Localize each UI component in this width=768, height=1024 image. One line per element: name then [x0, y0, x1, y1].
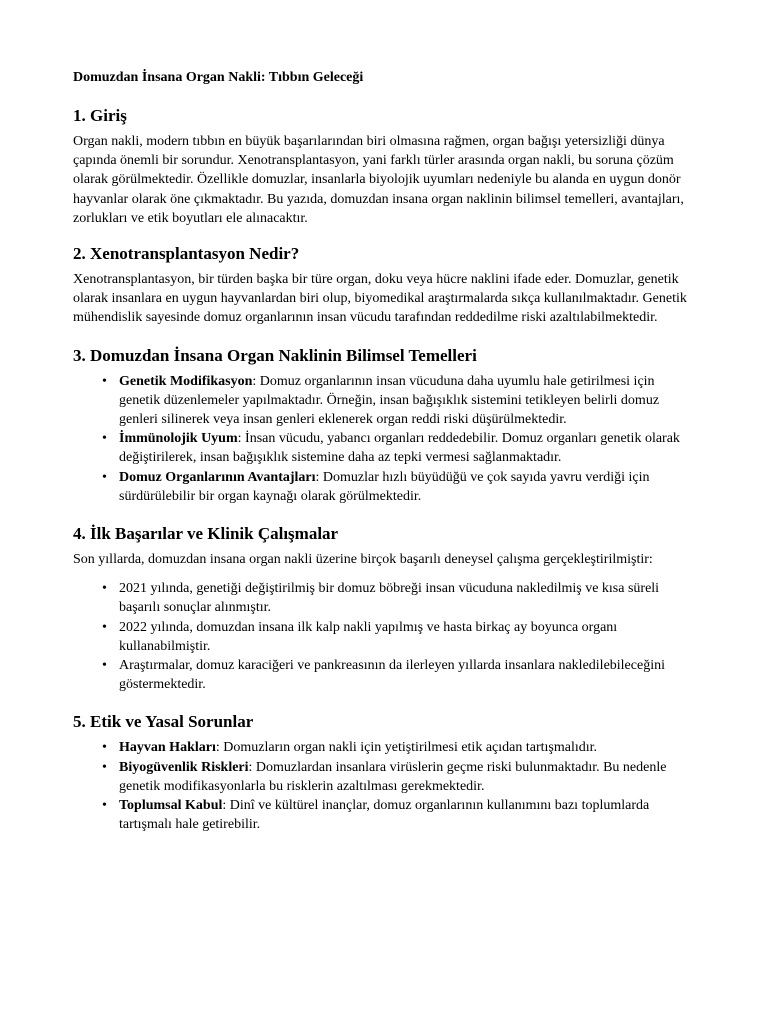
list-item-term: Genetik Modifikasyon: [119, 373, 253, 389]
section-heading-ethics: 5. Etik ve Yasal Sorunlar: [73, 712, 254, 732]
bullet-icon: •: [102, 431, 107, 447]
section-heading-clinical: 4. İlk Başarılar ve Klinik Çalışmalar: [73, 524, 339, 544]
document-title: Domuzdan İnsana Organ Nakli: Tıbbın Geleceği: [73, 70, 364, 85]
list-item-text: : Domuz organlarının insan vücuduna daha uyumlu hale getirilmesi için genetik düzenlemeler yapılmaktadır. Örneğin, insan bağışıklık sistemini tetikleyen belirli domuz genleri silinerek veya insan genleri eklenerek organ reddi riski düşürülmektedir.: [119, 373, 660, 428]
list-item: [102, 618, 698, 656]
list-item-text: Araştırmalar, domuz karaciğeri ve pankreasının da ilerleyen yıllarda insanlara nakledilebileceğini göstermektedir.: [119, 658, 665, 693]
list-item-text: : Domuzlar hızlı büyüdüğü ve çok sayıda yavru verdiği için sürdürülebilir bir organ kaynağı olarak görülmektedir.: [119, 469, 650, 504]
section-paragraph-xeno: Xenotransplantasyon, bir türden başka bir türe organ, doku veya hücre naklini ifade eder. Domuzlar, genetik olarak insanlara en uygun hayvanlardan biri olup, biyomedikal araştırmalarda sıkça kullanılmaktadır. Genetik mühendislik sayesinde domuz organlarının insan vücudu tarafından reddedilme riski azaltılabilmektedir.: [73, 272, 687, 326]
list-item-text: 2021 yılında, genetiği değiştirilmiş bir domuz böbreği insan vücuduna nakledilmiş ve kısa süreli başarılı sonuçlar alınmıştır.: [119, 581, 660, 616]
section-heading-intro: 1. Giriş: [73, 106, 127, 125]
list-item: [102, 796, 698, 834]
bullet-icon: •: [102, 619, 107, 635]
list-item-text: : Dinî ve kültürel inançlar, domuz organlarının kullanımını bazı toplumlarda tartışmalı hale getirebilir.: [119, 798, 650, 833]
list-item-term: Toplumsal Kabul: [119, 798, 223, 814]
bullet-icon: •: [102, 581, 107, 597]
list-item: [102, 468, 698, 506]
ethics-list: [73, 738, 698, 834]
list-item-text: : Domuzlardan insanlara virüslerin geçme riski bulunmaktadır. Bu nedenle genetik modifikasyonlarla bu risklerin azaltılması gerekmektedir.: [119, 759, 667, 794]
bullet-icon: •: [102, 759, 107, 775]
list-item-term: Domuz Organlarının Avantajları: [119, 469, 316, 485]
list-item-text: : İnsan vücudu, yabancı organları reddedebilir. Domuz organları genetik olarak değiştirilerek, insan bağışıklık sistemine daha az tepki vermesi sağlanmaktadır.: [119, 431, 680, 466]
list-item-term: Hayvan Hakları: [119, 740, 216, 756]
bullet-icon: •: [102, 740, 107, 756]
list-item: [102, 758, 698, 796]
list-item: [102, 372, 698, 430]
section-paragraph-intro: Organ nakli, modern tıbbın en büyük başarılarından biri olmasına rağmen, organ bağışı yetersizliği dünya çapında önemli bir sorundur. Xenotransplantasyon, yani farklı türler arasında organ nakli, bu soruna çözüm olarak görülmektedir. Özellikle domuzlar, insanlarla biyolojik uyumları nedeniyle bu alanda en uygun donör hayvanlar olarak öne çıkmaktadır. Bu yazıda, domuzdan insana organ naklinin bilimsel temelleri, avantajları, zorlukları ve etik boyutları ele alınacaktır.: [73, 134, 684, 226]
list-item-term: Biyogüvenlik Riskleri: [119, 759, 249, 775]
list-item: [102, 656, 698, 694]
section-paragraph-clinical: Son yıllarda, domuzdan insana organ nakli üzerine birçok başarılı deneysel çalışma gerçekleştirilmiştir:: [73, 552, 653, 568]
bullet-icon: •: [102, 658, 107, 674]
bullet-icon: •: [102, 798, 107, 814]
bullet-icon: •: [102, 373, 107, 389]
section-heading-science: 3. Domuzdan İnsana Organ Naklinin Bilimsel Temelleri: [73, 345, 477, 365]
list-item-text: : Domuzların organ nakli için yetiştirilmesi etik açıdan tartışmalıdır.: [215, 740, 598, 756]
bullet-icon: •: [102, 469, 107, 485]
list-item: [102, 579, 698, 617]
list-item-text: 2022 yılında, domuzdan insana ilk kalp nakli yapılmış ve hasta birkaç ay boyunca organı kullanabilmiştir.: [119, 619, 618, 654]
list-item: [102, 738, 698, 757]
list-item-term: İmmünolojik Uyum: [119, 431, 238, 447]
section-heading-xeno: 2. Xenotransplantasyon Nedir?: [73, 244, 300, 264]
list-item: [102, 429, 698, 467]
clinical-list: [73, 579, 698, 694]
science-list: [73, 372, 698, 506]
